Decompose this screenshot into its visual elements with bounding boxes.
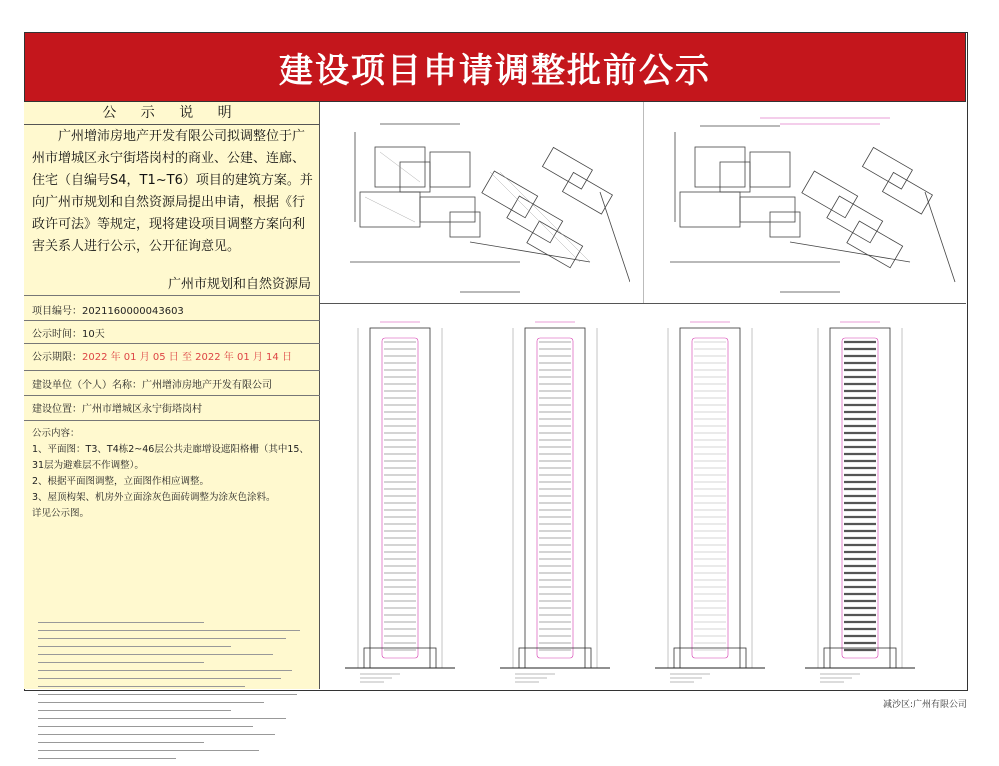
elevation-3 — [655, 322, 765, 682]
site-plan-before — [340, 112, 630, 298]
title-banner — [24, 32, 966, 102]
publicity-period: 公示时间：10天 — [32, 329, 105, 340]
issuer: 广州市规划和自然资源局 — [167, 277, 311, 292]
project-number: 项目编号：2021160000043603 — [32, 306, 184, 317]
divider — [643, 102, 644, 303]
fine-print — [38, 622, 314, 766]
publicity-content — [32, 426, 316, 522]
dates-label: 公示期限： — [32, 352, 82, 363]
notice-heading: 公 示 说 明 — [24, 102, 320, 125]
dates-value: 2022 年 01 月 05 日 至 2022 年 01 月 14 日 — [82, 352, 292, 363]
elevation-2 — [500, 322, 610, 682]
publicity-dates — [32, 348, 292, 363]
divider — [24, 343, 320, 344]
divider — [24, 420, 320, 421]
divider — [320, 303, 966, 304]
divider — [24, 320, 320, 321]
note-item: 详见公示图。 — [32, 508, 90, 519]
site-plan-after — [660, 112, 960, 298]
notes-heading: 公示内容： — [32, 428, 80, 439]
note-item: 3、屋顶构架、机房外立面涂灰色面砖调整为涂灰色涂料。 — [32, 492, 276, 503]
build-location: 建设位置：广州市增城区永宁街塔岗村 — [32, 404, 202, 415]
footer-company: 减沙区:广州有限公司 — [882, 700, 967, 710]
notice-body: 广州增沛房地产开发有限公司拟调整位于广州市增城区永宁街塔岗村的商业、公建、连廊、住宅（自编号S4，T1~T6）项目的建筑方案。并向广州市规划和自然资源局提出申请，根据《行政许可法》等规定，现将建设项目调整方案向利害关系人进行公示，公开征询意见。 — [32, 129, 313, 254]
divider — [24, 295, 320, 296]
note-item: 2、根据平面图调整，立面图作相应调整。 — [32, 476, 210, 487]
page-title: 建设项目申请调整批前公示 — [279, 50, 711, 91]
elevation-1 — [345, 322, 455, 682]
divider — [24, 395, 320, 396]
note-item: 1、平面图：T3、T4栋2~46层公共走廊增设遮阳格栅（其中15、31层为避难层不作调整）。 — [32, 444, 309, 471]
notice-panel — [24, 102, 320, 689]
elevation-4 — [805, 322, 915, 682]
builder-name: 建设单位（个人）名称：广州增沛房地产开发有限公司 — [32, 380, 272, 391]
divider — [24, 370, 320, 371]
elevation-drawings — [325, 310, 965, 688]
